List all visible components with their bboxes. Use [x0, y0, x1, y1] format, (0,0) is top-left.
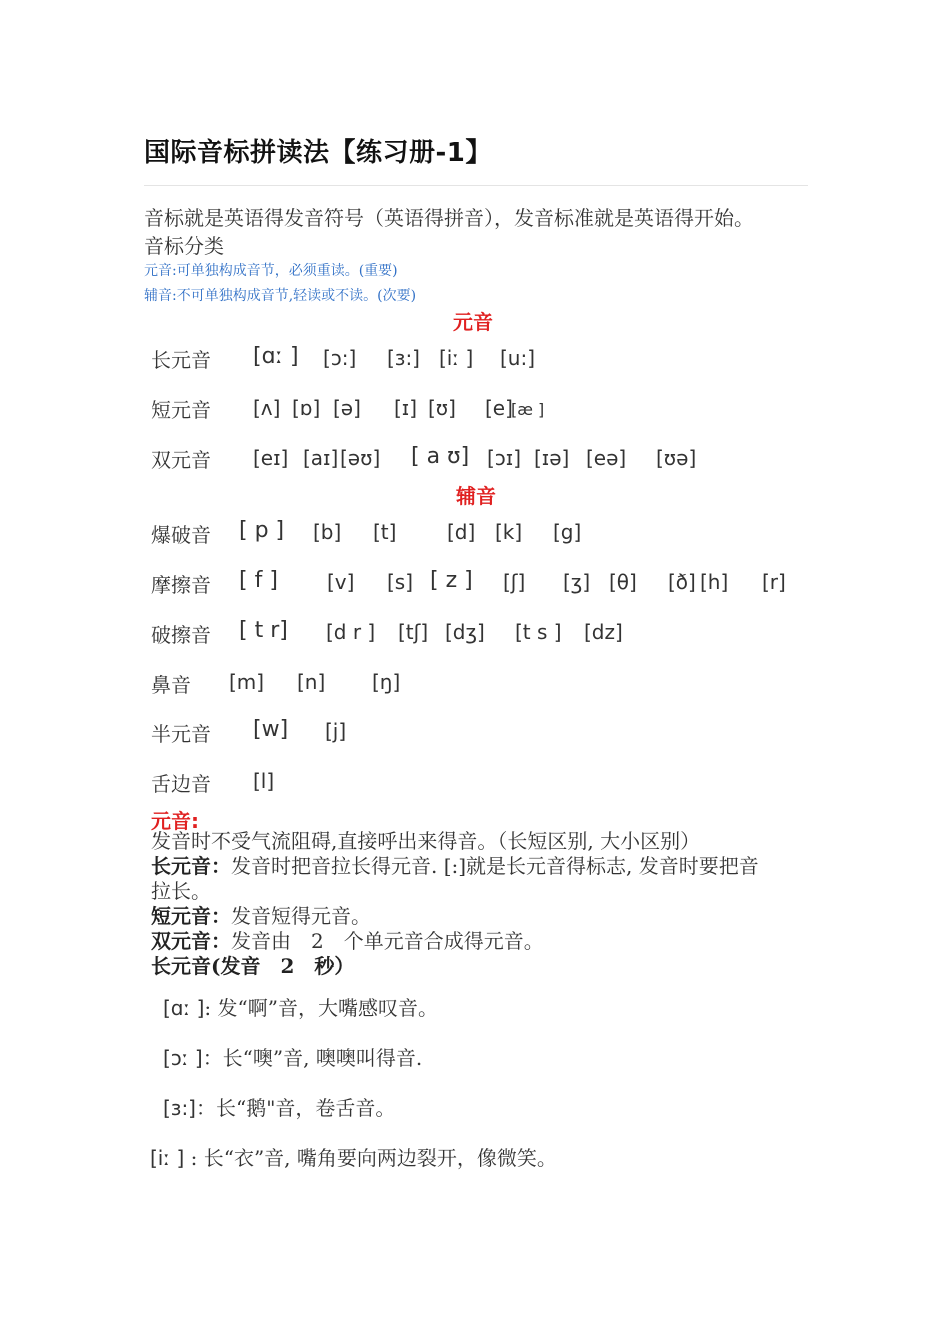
phonetic-symbol: [əʊ] — [340, 446, 381, 470]
phonetic-symbol: [ɔɪ] — [487, 446, 522, 470]
diphthong-definition — [151, 929, 544, 954]
consonants-heading: 辅音 — [456, 484, 496, 508]
vowel-description: 发音时不受气流阻碍,直接呼出来得音。（长短区别, 大小区别） — [151, 829, 701, 853]
phonetic-symbol: [e] — [485, 396, 513, 420]
phonetic-symbol: [n] — [297, 670, 326, 694]
phonetic-symbol: [ʃ] — [503, 570, 526, 594]
row-label-long-vowels: 长元音 — [151, 348, 211, 372]
phonetic-symbol: [iː ] — [439, 346, 474, 370]
phonetic-symbol: [d] — [447, 520, 476, 544]
example-symbol: [ɜ:] — [163, 1096, 196, 1120]
phonetic-symbol: [l] — [253, 769, 275, 793]
phonetic-symbol: [h] — [700, 570, 729, 594]
phonetic-symbol: [aɪ] — [303, 446, 339, 470]
vowel-note: 元音:可单独构成音节，必须重读。(重要) — [144, 263, 398, 279]
diphthong-label: 双元音： — [151, 929, 231, 953]
example-symbol: [ɔː ] — [163, 1046, 203, 1070]
phonetic-symbol: [ p ] — [239, 518, 285, 543]
phonetic-symbol: [ʊ] — [428, 396, 456, 420]
phonetic-symbol: [ z ] — [430, 568, 473, 593]
phonetic-symbol: [ f ] — [239, 568, 278, 593]
example-2 — [163, 1042, 422, 1071]
example-3 — [163, 1092, 395, 1121]
intro-line-1: 音标就是英语得发音符号（英语得拼音），发音标准就是英语得开始。 — [144, 206, 754, 230]
phonetic-symbol: [dʒ] — [445, 620, 485, 644]
phonetic-symbol: [ʌ] — [253, 396, 281, 420]
example-text: ：长“鹅"音，卷舌音。 — [195, 1096, 396, 1120]
phonetic-symbol: [ɔ:] — [323, 346, 357, 370]
example-4 — [150, 1142, 557, 1171]
row-label-diphthongs: 双元音 — [151, 448, 211, 472]
phonetic-symbol: [ɑː ] — [253, 344, 299, 369]
example-text: ：长“噢”音, 噢噢叫得音. — [202, 1046, 423, 1070]
row-label-lateral: 舌边音 — [151, 772, 211, 796]
example-1 — [163, 992, 438, 1021]
phonetic-symbol: [u:] — [500, 346, 536, 370]
vowels-heading: 元音 — [453, 310, 493, 334]
example-text: : 发“啊”音，大嘴感叹音。 — [204, 996, 438, 1020]
phonetic-symbol: [ə] — [333, 396, 361, 420]
phonetic-symbol: [ɜ:] — [387, 346, 420, 370]
row-label-plosives: 爆破音 — [151, 523, 211, 547]
phonetic-symbol: [g] — [553, 520, 582, 544]
phonetic-symbol: [b] — [313, 520, 342, 544]
phonetic-symbol: [eɪ] — [253, 446, 289, 470]
diphthong-text: 发音由 2 个单元音合成得元音。 — [231, 929, 544, 953]
phonetic-symbol: [ɪ] — [394, 396, 418, 420]
phonetic-symbol: [æ ] — [511, 400, 545, 419]
page-title: 国际音标拼读法【练习册-1】 — [144, 138, 492, 168]
phonetic-symbol: [ð] — [668, 570, 696, 594]
short-vowel-text: 发音短得元音。 — [231, 904, 371, 928]
long-vowel-definition — [151, 854, 759, 879]
short-vowel-label: 短元音： — [151, 904, 231, 928]
title-divider — [144, 185, 808, 186]
phonetic-symbol: [ŋ] — [372, 670, 401, 694]
phonetic-symbol: [d r ] — [326, 620, 376, 644]
phonetic-symbol: [ʊə] — [656, 446, 697, 470]
short-vowel-definition — [151, 904, 371, 929]
phonetic-symbol: [tʃ] — [398, 620, 429, 644]
phonetic-symbol: [j] — [325, 719, 347, 743]
vowel-section-heading: 元音: — [151, 809, 199, 833]
intro-line-2: 音标分类 — [144, 234, 224, 258]
row-label-semivowels: 半元音 — [151, 722, 211, 746]
phonetic-symbol: [ɪə] — [534, 446, 570, 470]
phonetic-symbol: [r] — [762, 570, 786, 594]
phonetic-symbol: [m] — [229, 670, 265, 694]
long-vowel-label: 长元音： — [151, 854, 231, 878]
consonant-note: 辅音:不可单独构成音节,轻读或不读。(次要) — [144, 288, 417, 304]
long-vowel-subheading — [151, 954, 354, 979]
example-text: : 长“衣”音, 嘴角要向两边裂开，像微笑。 — [184, 1146, 557, 1170]
row-label-short-vowels: 短元音 — [151, 398, 211, 422]
phonetic-symbol: [ t r] — [239, 618, 288, 643]
phonetic-symbol: [θ] — [609, 570, 637, 594]
phonetic-symbol: [t s ] — [515, 620, 562, 644]
phonetic-symbol: [t] — [373, 520, 397, 544]
phonetic-symbol: [k] — [495, 520, 523, 544]
phonetic-symbol: [dz] — [584, 620, 623, 644]
row-label-nasals: 鼻音 — [151, 673, 191, 697]
phonetic-symbol: [w] — [253, 717, 289, 742]
phonetic-symbol: [s] — [387, 570, 414, 594]
example-symbol: [ɑː ] — [163, 996, 205, 1020]
phonetic-symbol: [eə] — [586, 446, 627, 470]
long-vowel-subheading-text: 长元音(发音 2 秒） — [151, 954, 355, 978]
phonetic-symbol: [ a ʊ] — [411, 444, 470, 469]
row-label-affricates: 破擦音 — [151, 623, 211, 647]
row-label-fricatives: 摩擦音 — [151, 573, 211, 597]
phonetic-symbol: [ɒ] — [292, 396, 321, 420]
phonetic-symbol: [v] — [327, 570, 355, 594]
long-vowel-text: 发音时把音拉长得元音. [:]就是长元音得标志, 发音时要把音 — [231, 854, 759, 878]
example-symbol: [iː ] — [150, 1146, 185, 1170]
long-vowel-text-cont: 拉长。 — [151, 879, 211, 903]
phonetic-symbol: [ʒ] — [563, 570, 591, 594]
